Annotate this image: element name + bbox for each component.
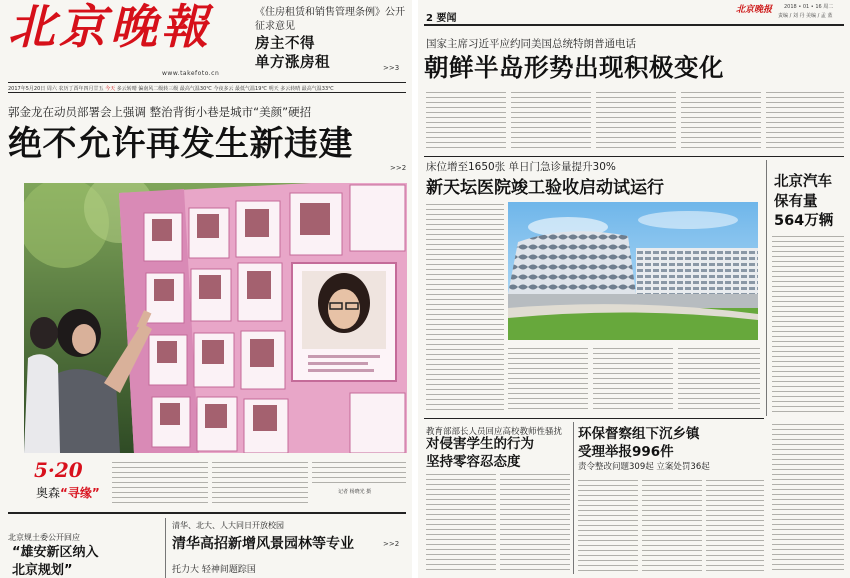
dateline-bar <box>8 82 406 93</box>
bottom-left-teaser-kicker: 北京规土委公开回应 <box>8 533 80 542</box>
header-rule <box>424 24 844 26</box>
story4-kicker: 教育部部长人员回应高校教师性骚扰 <box>426 427 563 437</box>
story3-line1: 北京汽车 <box>774 174 832 190</box>
story3-line3: 564万辆 <box>774 213 834 230</box>
story5-text-col <box>642 476 702 574</box>
hospital-illustration <box>508 202 758 340</box>
story4-text-col <box>426 470 496 574</box>
love-day-logo: 5·20 <box>34 458 83 482</box>
inside-page-editor: 责编 / 刘 丹 美编 / 孟 蓝 <box>778 13 833 19</box>
bottom-teaser-extra: 托力大 轻神间题踪国 <box>172 565 256 575</box>
edition-label: 今天 <box>105 86 116 92</box>
bottom-left-teaser-line2: 北京规划” <box>12 562 73 578</box>
story5-headline[interactable] <box>578 425 700 461</box>
story5-text-col <box>706 476 764 574</box>
masthead-url: www.takefoto.cn <box>162 70 220 77</box>
story3-line2: 保有量 <box>774 193 818 210</box>
bottom-left-teaser-title[interactable] <box>12 544 142 578</box>
story3-text-col <box>772 420 844 574</box>
story1-text-col <box>596 88 676 152</box>
section-divider <box>424 156 844 157</box>
story5-subhead: 责令整改问题309起 立案处罚36起 <box>578 462 710 472</box>
weather: 多云转晴 偏南风二级转三级 最高气温30℃ 今夜多云 最低气温19℃ 明天 多云转晴 最高气温33℃ <box>116 86 334 92</box>
top-teaser-title-line1: 房主不得 <box>255 36 315 52</box>
caption-title-prefix: 奥森 <box>36 486 61 500</box>
photo-illustration <box>24 183 407 453</box>
story1-text-col <box>681 88 761 152</box>
top-teaser-kicker: 《住房租赁和销售管理条例》公开征求意见 <box>255 7 405 32</box>
bottom-right-teaser-page-ref: >>2 <box>383 540 400 548</box>
top-teaser[interactable] <box>255 6 405 73</box>
lead-story-kicker: 郭金龙在动员部署会上强调 整治背街小巷是城市“美颜”硬招 <box>8 105 312 119</box>
story3-headline[interactable] <box>774 173 833 232</box>
hospital-photo[interactable] <box>508 202 758 340</box>
story1-text-col <box>766 88 844 152</box>
lead-story-headline[interactable]: 绝不允许再发生新违建 <box>8 124 353 164</box>
story2-text-col <box>508 344 588 412</box>
story4-text-col <box>500 470 570 574</box>
story2-kicker: 床位增至1650张 单日门急诊量提升30% <box>426 161 616 173</box>
newspaper-masthead: 北京晚報 <box>8 0 212 55</box>
caption-text-col-2 <box>212 458 308 506</box>
lead-story-page-ref: >>2 <box>390 164 407 172</box>
column-divider <box>573 422 574 574</box>
caption-text-col-3 <box>312 458 406 486</box>
story2-headline[interactable]: 新天坛医院竣工验收启动试运行 <box>426 178 664 198</box>
story5-line2: 受理举报996件 <box>578 444 674 461</box>
story3-text-col <box>772 232 844 412</box>
date: 2017年5月20日 <box>8 86 46 92</box>
story4-line1: 对侵害学生的行为 <box>426 436 534 452</box>
story1-text-col <box>511 88 591 152</box>
story1-text-col <box>426 88 506 152</box>
inside-page-date: 2018 • 01 • 16 周二 <box>784 4 834 10</box>
story1-headline[interactable]: 朝鲜半岛形势出现积极变化 <box>424 53 724 82</box>
story5-text-col <box>578 476 638 574</box>
story4-line2: 坚持零容忍态度 <box>426 454 521 471</box>
top-teaser-page-ref: >>3 <box>383 64 400 72</box>
weekday: 周六 <box>46 86 57 92</box>
story2-text-col <box>678 344 760 412</box>
photo-credit: 记者 杨晓光 摄 <box>338 489 372 495</box>
bottom-right-teaser-title[interactable]: 清华高招新增风景园林等专业 <box>172 536 354 552</box>
story2-text-col <box>593 344 673 412</box>
inside-page <box>418 0 850 578</box>
story5-line1: 环保督察组下沉乡镇 <box>578 426 700 442</box>
front-page <box>0 0 412 578</box>
page-section-label: 2 要闻 <box>426 13 457 24</box>
story1-kicker: 国家主席习近平应约同美国总统特朗普通电话 <box>426 38 636 50</box>
story2-text-col <box>426 200 504 412</box>
bottom-left-teaser-line1: “雄安新区纳入 <box>12 545 99 560</box>
inside-page-brand: 北京晚报 <box>736 5 773 15</box>
top-teaser-title-line2: 单方涨房租 <box>255 54 330 71</box>
caption-title-highlight: “寻缘” <box>60 486 100 500</box>
photo-caption-title <box>36 484 100 501</box>
story4-headline[interactable] <box>426 435 534 471</box>
section-divider <box>8 512 406 514</box>
lunar-date: 农历丁酉年四月廿五 <box>58 86 104 92</box>
lead-photo[interactable] <box>24 183 407 453</box>
bottom-right-teaser-kicker: 清华、北大、人大同日开放校园 <box>172 521 284 530</box>
caption-text-col-1 <box>112 458 208 506</box>
column-divider <box>165 518 166 578</box>
column-divider <box>766 160 767 416</box>
section-divider <box>424 418 764 419</box>
